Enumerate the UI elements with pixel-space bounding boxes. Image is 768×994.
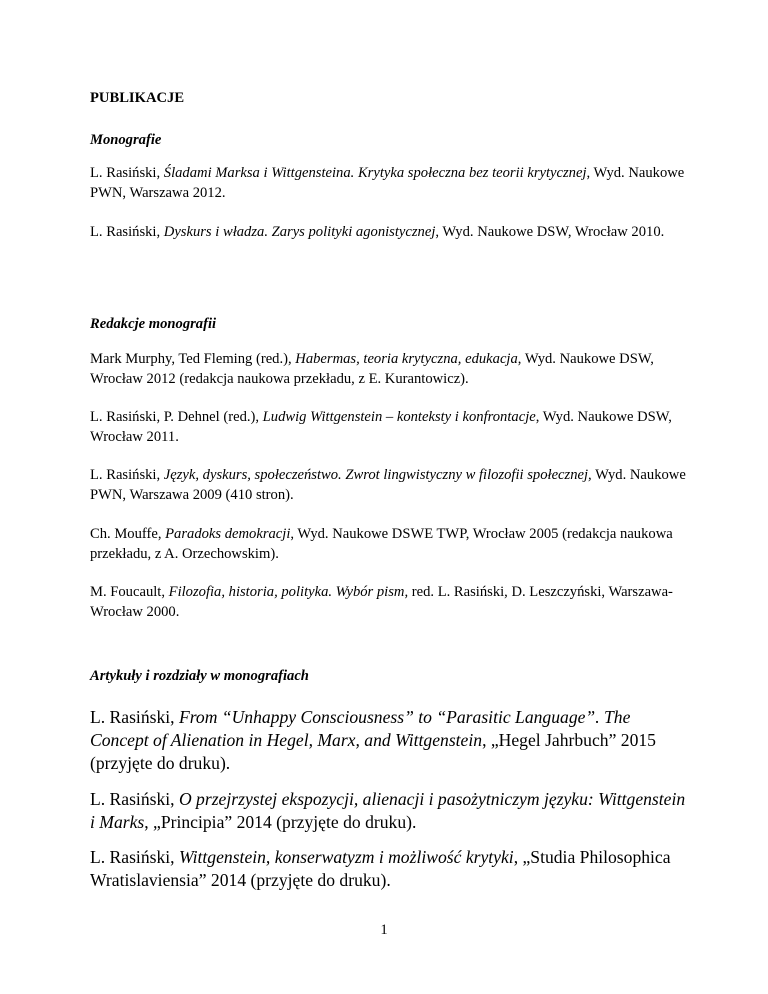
section-title-redakcje: Redakcje monografii: [90, 316, 217, 332]
bibliography-entry: L. Rasiński, Dyskurs i władza. Zarys polityki agonistycznej, Wyd. Naukowe DSW, Wrocław 2010.: [90, 224, 665, 240]
bibliography-entry: L. Rasiński, P. Dehnel (red.), Ludwig Wittgenstein – konteksty i konfrontacje, Wyd. Naukowe DSW, Wrocław 2011.: [90, 409, 672, 445]
bibliography-entry: M. Foucault, Filozofia, historia, polityka. Wybór pism, red. L. Rasiński, D. Leszczyński, Warszawa-Wrocław 2000.: [90, 584, 673, 620]
bibliography-entry: L. Rasiński, From “Unhappy Consciousness” to “Parasitic Language”. The Concept of Alienation in Hegel, Marx, and Wittgenstein, „Hegel Jahrbuch” 2015 (przyjęte do druku).: [90, 707, 656, 773]
section-title-monografie: Monografie: [90, 132, 162, 148]
bibliography-entry: Ch. Mouffe, Paradoks demokracji, Wyd. Naukowe DSWE TWP, Wrocław 2005 (redakcja naukowa przekładu, z A. Orzechowskim).: [90, 526, 673, 562]
bibliography-entry: L. Rasiński, Śladami Marksa i Wittgensteina. Krytyka społeczna bez teorii krytycznej, Wyd. Naukowe PWN, Warszawa 2012.: [90, 165, 685, 201]
page-heading: PUBLIKACJE: [90, 90, 185, 106]
page-number: 1: [380, 922, 388, 938]
section-title-artykuly: Artykuły i rozdziały w monografiach: [90, 668, 309, 684]
bibliography-entry: L. Rasiński, Wittgenstein, konserwatyzm i możliwość krytyki, „Studia Philosophica Wratislaviensia” 2014 (przyjęte do druku).: [90, 847, 671, 890]
bibliography-entry: L. Rasiński, Język, dyskurs, społeczeństwo. Zwrot lingwistyczny w filozofii społecznej, Wyd. Naukowe PWN, Warszawa 2009 (410 stron).: [90, 467, 686, 503]
bibliography-entry: L. Rasiński, O przejrzystej ekspozycji, alienacji i pasożytniczym języku: Wittgenstein i Marks, „Principia” 2014 (przyjęte do druku).: [90, 789, 686, 832]
bibliography-entry: Mark Murphy, Ted Fleming (red.), Habermas, teoria krytyczna, edukacja, Wyd. Naukowe DSW, Wrocław 2012 (redakcja naukowa przekładu, z E. Kurantowicz).: [90, 351, 654, 387]
